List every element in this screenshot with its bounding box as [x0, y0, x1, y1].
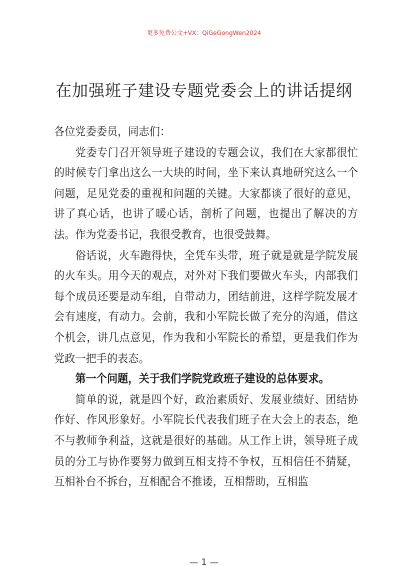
header-note: 更多免费公文+VX：QiGeGongWen2024 — [146, 30, 262, 37]
document-body — [54, 122, 358, 493]
salutation: 各位党委委员，同志们： — [54, 126, 171, 138]
document-title: 在加强班子建设专题党委会上的讲话提纲 — [55, 81, 353, 100]
section-paragraph: 简单的说，就是四个好，政治素质好、发展业绩好、团结协作好、作风形象好。小军院长代表我们班子在大会上的表态，绝不与教师争利益，这就是很好的基础。从工作上讲，领导班子成员的分工与协作要努力做到互相支持不争权，互相信任不猜疑，互相补台不拆台，互相配合不推诿，互相帮助，互相监 — [54, 393, 358, 489]
section-heading: 第一个问题，关于我们学院党政班子建设的总体要求。 — [75, 373, 330, 386]
paragraph-2: 俗话说，火车跑得快，全凭车头带，班子就是就是学院发展的火车头。用今天的观点，对外对下我们要做火车头，内部我们每个成员还要是动车组，自带动力，团结前进，这样学院发展才会有速度，有动力。会前，我和小军院长做了充分的沟通，借这个机会，讲几点意见，作为我和小军院长的希望，更是我们作为党政一把手的表态。 — [54, 249, 358, 365]
page-number: — 1 — — [189, 558, 219, 568]
paragraph-1: 党委专门召开领导班子建设的专题会议，我们在大家都很忙的时候专门拿出这么一大块的时间，坐下来认真地研究这么一个问题，足见党委的重视和问题的关键。大家都谈了很好的意见，讲了真心话，也讲了暖心话，剖析了问题，也提出了解决的方法。作为党委书记，我很受教育，也很受鼓舞。 — [54, 146, 358, 241]
